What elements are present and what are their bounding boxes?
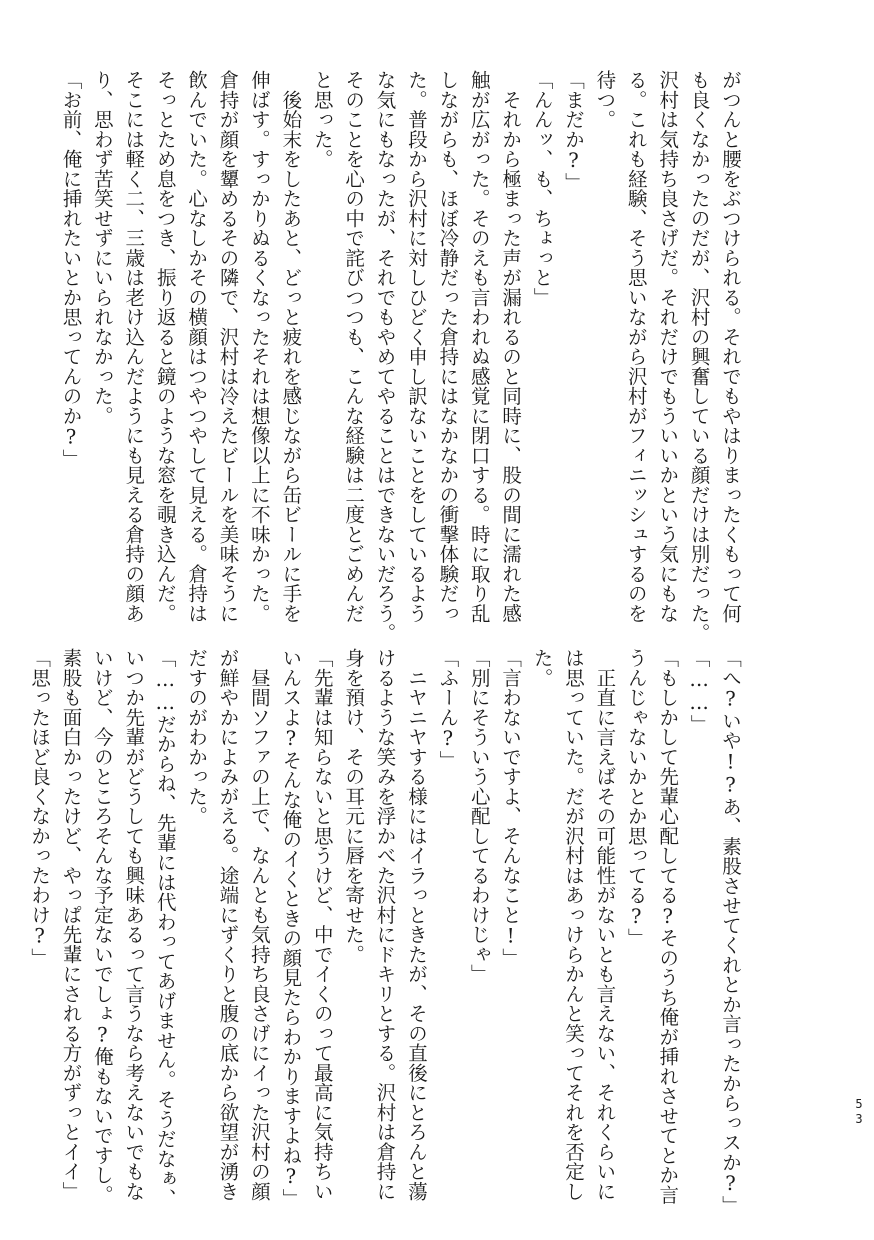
text-line: 後始末をしたあと、どっと疲れを感じながら缶ビールに手を [279,70,303,623]
text-line: が鮮やかによみがえる。途端にずくりと腹の底から欲望が湧き [216,648,240,1201]
text-line: そこには軽く二、三歳は老け込んだようにも見える倉持の顔あ [122,70,146,623]
text-line: うんじゃないかとか思ってる?」 [624,648,648,948]
text-line: も良くなかったのだが、沢村の興奮している顔だけは別だった。 [687,70,711,643]
text-line: た。 [530,648,554,688]
text-line: 「んんッ、も、ちょっと」 [530,70,554,307]
text-line: 沢村は気持ち良さげだ。それだけでもういいかという気にもな [656,70,680,623]
text-line: そのことを心の中で詫びつつも、こんな経験は二度とごめんだ [342,70,366,623]
text-line: 「……」 [687,648,711,734]
text-line: けるような笑みを浮かべた沢村にドキリとする。沢村は倉持に [373,648,397,1201]
text-line: る。これも経験、そう思いながら沢村がフィニッシュするのを [624,70,648,623]
text-line: 倉持が顔を顰めるその隣で、沢村は冷えたビールを美味そうに [216,70,240,623]
text-line: 「……だからね、先輩には代わってあげません。そうだなぁ、 [153,648,177,1208]
page-number: 53 [852,1097,866,1127]
text-line: それから極まった声が漏れるのと同時に、股の間に濡れた感 [499,70,523,623]
text-line: 「ふーん?」 [436,648,460,770]
text-line: た。普段から沢村に対しひどく申し訳ないことをしているよう [404,70,428,623]
text-line: いけど、今のところそんな予定ないでしょ?俺もないですし。 [90,648,114,1205]
text-line: な気にもなったが、それでもやめてやることはできないだろう。 [373,70,397,643]
text-line: と思った。 [310,70,334,169]
text-line: いんスよ?そんな俺のイくときの顔見たらわかりますよね?」 [279,648,303,1208]
text-line: いつか先輩がどうしても興味あるって言うなら考えないでもな [122,648,146,1201]
text-line: 触が広がった。そのえも言われぬ感覚に閉口する。時に取り乱 [467,70,491,623]
text-line: 素股も面白かったけど、やっぱ先輩にされる方がずっとイイ」 [59,648,83,1201]
text-line: ニヤニヤする様にはイラっときたが、その直後にとろんと蕩 [404,648,428,1201]
text-line: 「別にそういう心配してるわけじゃ」 [467,648,491,984]
text-block-top [55,70,746,643]
text-line: 「先輩は知らないと思うけど、中でイくのって最高に気持ちい [310,648,334,1201]
text-line: 「思ったほど良くなかったわけ?」 [28,648,52,968]
text-line: 「へ?いや!?あ、素股させてくれとか言ったからっスか?」 [719,648,742,1215]
text-block-bottom [24,648,746,1215]
text-line: 「もしかして先輩心配してる?そのうち俺が挿れさせてとか言 [656,648,680,1205]
text-line: だすのがわかった。 [185,648,209,826]
text-line: がつんと腰をぶつけられる。それでもやはりまったくもって何 [719,70,742,623]
text-line: 昼間ソファの上で、なんとも気持ち良さげにイった沢村の顔 [247,648,271,1201]
text-line: 待つ。 [593,70,617,130]
text-line: 「まだか?」 [561,70,585,192]
text-line: 身を預け、その耳元に唇を寄せた。 [342,648,366,964]
text-line: 正直に言えばその可能性がないとも言えない、それくらいに [593,648,617,1201]
text-line: しながらも、ほぼ冷静だった倉持にはなかなかの衝撃体験だっ [436,70,460,623]
text-line: 「お前、俺に挿れたいとか思ってんのか?」 [59,70,83,469]
text-line: は思っていた。だが沢村はあっけらかんと笑ってそれを否定し [561,648,585,1201]
text-line: 飲んでいた。心なしかその横顔はつやつやして見える。倉持は [185,70,209,623]
text-line: そっとため息をつき、振り返ると鏡のような窓を覗き込んだ。 [153,70,177,623]
text-line: 伸ばす。すっかりぬるくなったそれは想像以上に不味かった。 [247,70,271,623]
text-line: り、思わず苦笑せずにいられなかった。 [90,70,114,426]
text-line: 「言わないですよ、そんなこと!」 [499,648,523,968]
